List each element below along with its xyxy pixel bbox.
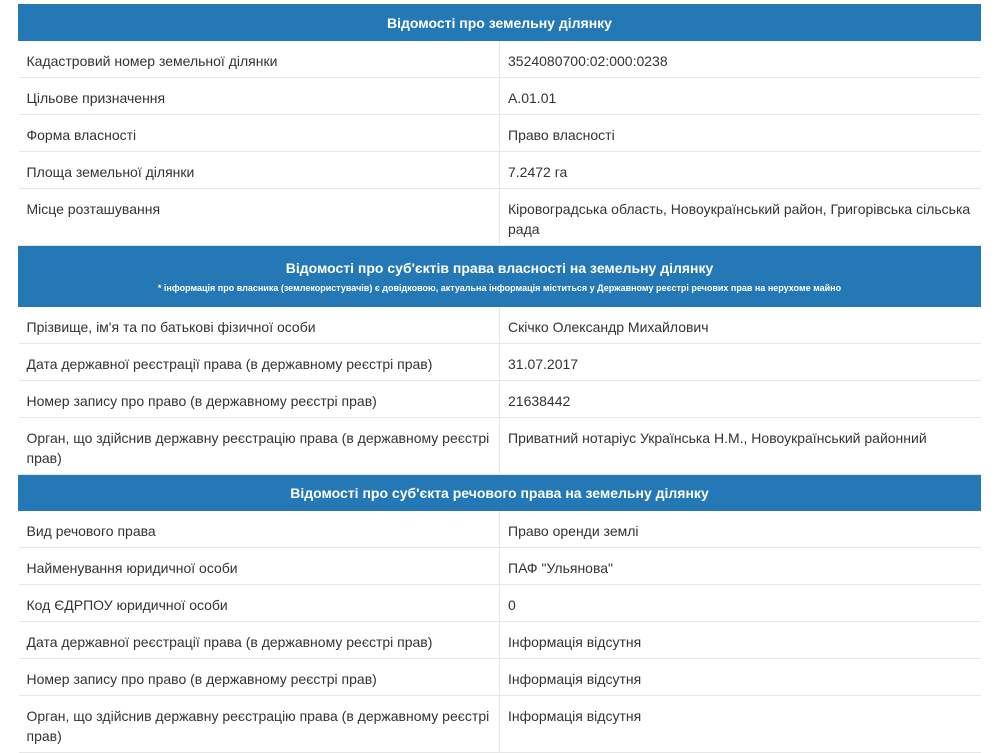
row-value-lease-record-number: Інформація відсутня xyxy=(500,659,981,696)
section-header-parcel xyxy=(19,5,981,41)
section-title-owners: Відомості про суб'єктів права власності на земельну ділянку xyxy=(285,259,714,276)
parcel-info-table xyxy=(18,4,981,753)
row-value-cadastral-number: 3524080700:02:000:0238 xyxy=(500,41,981,78)
table-row xyxy=(19,381,981,418)
row-label-ownership-form: Форма власності xyxy=(19,115,500,152)
row-label-lease-registration-authority: Орган, що здійснив державну реєстрацію права (в державному реєстрі прав) xyxy=(19,696,500,753)
row-value-registration-authority: Приватний нотаріус Українська Н.М., Новоукраїнський районний xyxy=(500,418,981,475)
table-row xyxy=(19,548,981,585)
table-row xyxy=(19,344,981,381)
section-title-right-holder: Відомості про суб'єкта речового права на земельну ділянку xyxy=(19,475,981,511)
table-row xyxy=(19,307,981,344)
row-label-purpose: Цільове призначення xyxy=(19,78,500,115)
table-row xyxy=(19,511,981,548)
row-value-lease-registration-date: Інформація відсутня xyxy=(500,622,981,659)
table-row xyxy=(19,78,981,115)
row-label-record-number: Номер запису про право (в державному реєстрі прав) xyxy=(19,381,500,418)
row-value-location: Кіровоградська область, Новоукраїнський район, Григорівська сільська рада xyxy=(500,189,981,246)
row-label-lease-record-number: Номер запису про право (в державному реєстрі прав) xyxy=(19,659,500,696)
table-row xyxy=(19,696,981,753)
section-header-right-holder xyxy=(19,475,981,511)
row-label-edrpou-code: Код ЄДРПОУ юридичної особи xyxy=(19,585,500,622)
row-value-ownership-form: Право власності xyxy=(500,115,981,152)
row-label-owner-name: Прізвище, ім'я та по батькові фізичної особи xyxy=(19,307,500,344)
row-label-registration-date: Дата державної реєстрації права (в державному реєстрі прав) xyxy=(19,344,500,381)
row-label-registration-authority: Орган, що здійснив державну реєстрацію права (в державному реєстрі прав) xyxy=(19,418,500,475)
row-label-legal-entity-name: Найменування юридичної особи xyxy=(19,548,500,585)
row-label-area: Площа земельної ділянки xyxy=(19,152,500,189)
table-row xyxy=(19,418,981,475)
land-parcel-info xyxy=(18,4,980,753)
section-header-owners-cell xyxy=(19,246,981,307)
row-value-purpose: А.01.01 xyxy=(500,78,981,115)
row-label-right-type: Вид речового права xyxy=(19,511,500,548)
table-row xyxy=(19,41,981,78)
section-header-owners xyxy=(19,246,981,307)
row-label-lease-registration-date: Дата державної реєстрації права (в державному реєстрі прав) xyxy=(19,622,500,659)
section-title-parcel: Відомості про земельну ділянку xyxy=(19,5,981,41)
table-row xyxy=(19,659,981,696)
row-label-cadastral-number: Кадастровий номер земельної ділянки xyxy=(19,41,500,78)
row-value-right-type: Право оренди землі xyxy=(500,511,981,548)
table-row xyxy=(19,585,981,622)
table-row xyxy=(19,622,981,659)
row-value-owner-name: Скічко Олександр Михайлович xyxy=(500,307,981,344)
row-value-lease-registration-authority: Інформація відсутня xyxy=(500,696,981,753)
row-value-record-number: 21638442 xyxy=(500,381,981,418)
row-label-location: Місце розташування xyxy=(19,189,500,246)
row-value-registration-date: 31.07.2017 xyxy=(500,344,981,381)
table-row xyxy=(19,152,981,189)
table-row xyxy=(19,115,981,152)
section-note-owners: * інформація про власника (землекористувачів) є довідковою, актуальна інформація міститься у Державному реєстрі речових прав на нерухоме майно xyxy=(157,282,842,293)
table-row xyxy=(19,189,981,246)
row-value-edrpou-code: 0 xyxy=(500,585,981,622)
row-value-area: 7.2472 га xyxy=(500,152,981,189)
row-value-legal-entity-name: ПАФ "Ульянова" xyxy=(500,548,981,585)
